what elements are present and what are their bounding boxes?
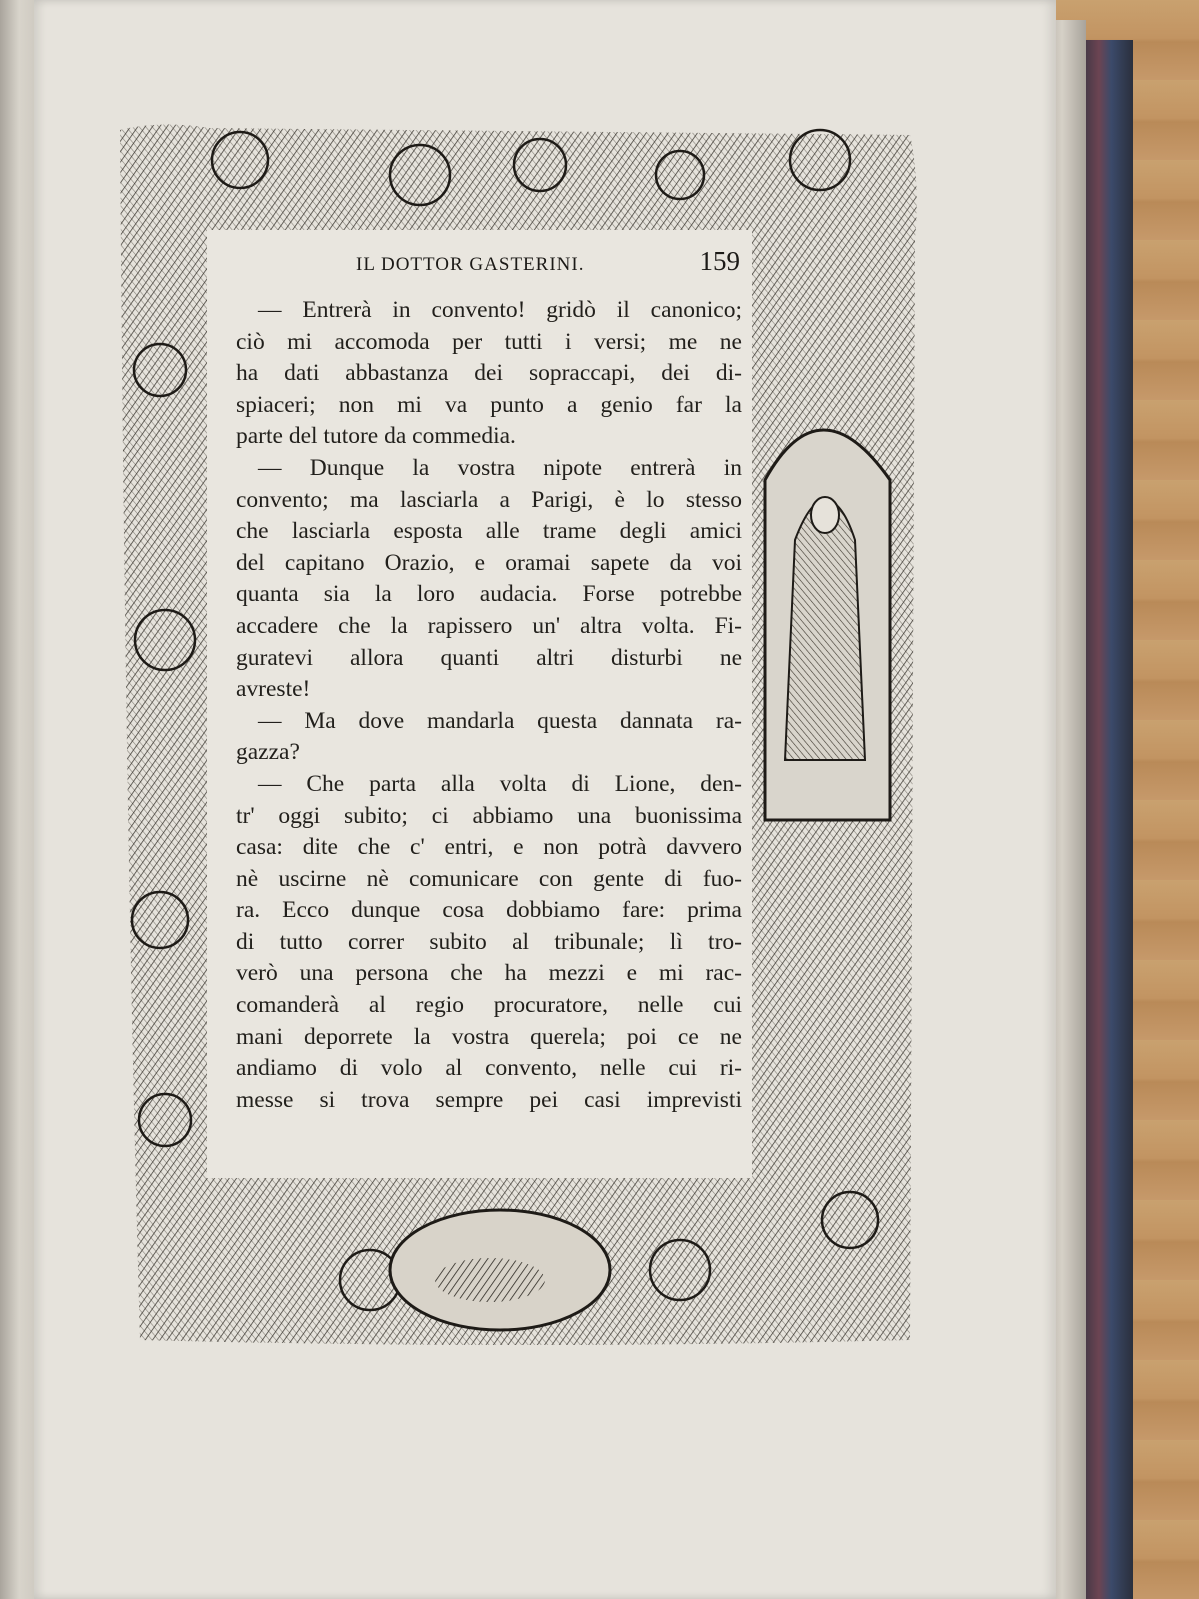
text-line: accadere che la rapissero un' altra volta. Fi- bbox=[236, 612, 742, 639]
text-line: comanderà al regio procuratore, nelle cui bbox=[236, 992, 742, 1019]
text-line: messe si trova sempre pei casi imprevisti bbox=[236, 1086, 742, 1113]
text-line: verò una persona che ha mezzi e mi rac- bbox=[236, 960, 742, 987]
text-line: ha dati abbastanza dei sopraccapi, dei di- bbox=[236, 360, 742, 387]
text-line: — Che parta alla volta di Lione, den- bbox=[258, 770, 742, 797]
text-line: avreste! bbox=[236, 676, 311, 703]
text-line: convento; ma lasciarla a Parigi, è lo stesso bbox=[236, 486, 742, 513]
text-line: ciò mi accomoda per tutti i versi; me ne bbox=[236, 328, 742, 355]
body-text bbox=[236, 295, 742, 1116]
text-line: andiamo di volo al convento, nelle cui ri- bbox=[236, 1055, 742, 1082]
page-number: 159 bbox=[699, 246, 740, 276]
text-line: casa: dite che c' entri, e non potrà davvero bbox=[236, 834, 742, 861]
text-line: gazza? bbox=[236, 739, 300, 766]
running-head-title: IL DOTTOR GASTERINI. bbox=[356, 254, 585, 275]
text-line: — Entrerà in convento! gridò il canonico; bbox=[258, 297, 742, 323]
text-line: spiaceri; non mi va punto a genio far la bbox=[236, 391, 742, 418]
text-line: che lasciarla esposta alle trame degli amici bbox=[236, 518, 742, 545]
running-head bbox=[240, 246, 740, 286]
text-line: — Ma dove mandarla questa dannata ra- bbox=[258, 707, 742, 734]
text-line: quanta sia la loro audacia. Forse potrebbe bbox=[236, 581, 742, 608]
text-line: mani deporrete la vostra querela; poi ce ne bbox=[236, 1023, 742, 1050]
text-line: di tutto correr subito al tribunale; lì tro- bbox=[236, 928, 742, 955]
text-line: del capitano Orazio, e oramai sapete da voi bbox=[236, 549, 742, 576]
text-line: — Dunque la vostra nipote entrerà in bbox=[258, 454, 742, 481]
text-line: tr' oggi subito; ci abbiamo una buonissima bbox=[236, 802, 742, 829]
text-line: ra. Ecco dunque cosa dobbiamo fare: prima bbox=[236, 897, 742, 924]
text-line: guratevi allora quanti altri disturbi ne bbox=[236, 644, 742, 671]
text-line: parte del tutore da commedia. bbox=[236, 423, 516, 450]
text-line: nè uscirne nè comunicare con gente di fuo- bbox=[236, 865, 742, 892]
